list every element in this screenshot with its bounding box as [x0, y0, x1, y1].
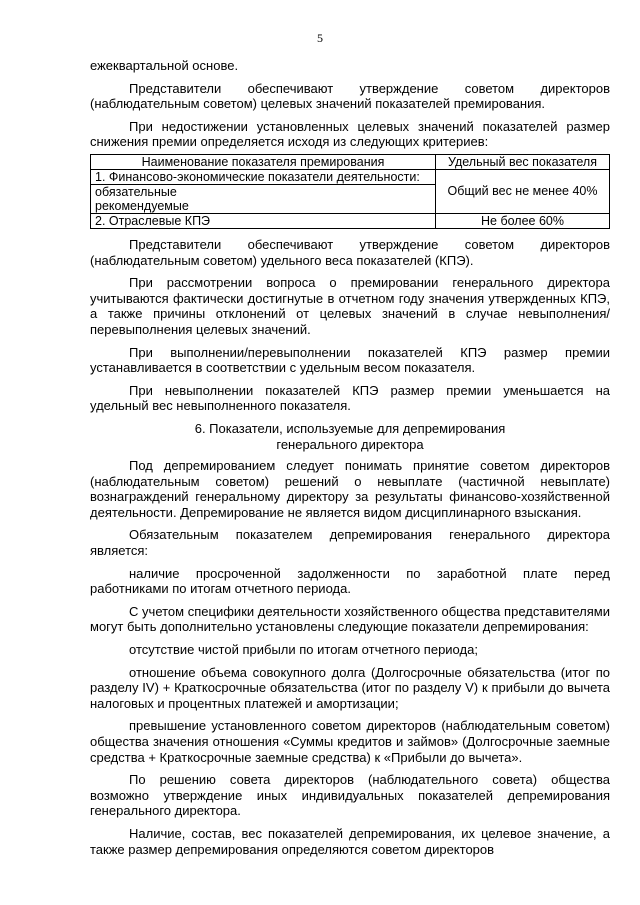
- table-cell: 1. Финансово-экономические показатели деятельности:: [91, 169, 436, 184]
- table-cell: Общий вес не менее 40%: [436, 169, 610, 213]
- section-heading-line: 6. Показатели, используемые для депремирования: [194, 420, 506, 436]
- table-row: [91, 169, 610, 184]
- paragraph: отсутствие чистой прибыли по итогам отчетного периода;: [129, 642, 478, 658]
- document-body: [90, 58, 610, 864]
- paragraph: превышение установленного советом директоров (наблюдательным советом) общества значения отношения «Суммы кредитов и займов» (Долгосрочные заемные средства + Краткосрочные заемные средства) к «Прибыли до вычета».: [90, 718, 610, 765]
- page-number: 5: [317, 31, 323, 45]
- table-header-cell: Удельный вес показателя: [436, 154, 610, 169]
- table-cell: 2. Отраслевые КПЭ: [91, 213, 436, 228]
- paragraph: При рассмотрении вопроса о премировании генерального директора учитываются фактически достигнутые в отчетном году значения утвержденных КПЭ, а также причины отклонений от целевых значений в случае невыполнения/перевыполнения целевых значений.: [90, 275, 610, 337]
- paragraph: ежеквартальной основе.: [90, 58, 239, 73]
- table-cell: обязательные: [91, 184, 436, 199]
- section-heading: [90, 421, 610, 452]
- table-cell: Не более 60%: [436, 213, 610, 228]
- table-header-cell: Наименование показателя премирования: [91, 154, 436, 169]
- paragraph: При выполнении/перевыполнении показателей КПЭ размер премии устанавливается в соответствии с удельным весом показателя.: [90, 344, 610, 376]
- paragraph: Представители обеспечивают утверждение советом директоров (наблюдательным советом) целевых значений показателей премирования.: [90, 80, 610, 112]
- table-row: [91, 213, 610, 228]
- paragraph: Наличие, состав, вес показателей депремирования, их целевое значение, а также размер депремирования определяются советом директоров: [90, 825, 610, 857]
- table-header-row: [91, 154, 610, 169]
- paragraph: отношение объема совокупного долга (Долгосрочные обязательства (итог по разделу IV) + Краткосрочные обязательства (итог по разделу V) к прибыли до вычета налоговых и процентных платежей и амортизации;: [90, 664, 610, 711]
- paragraph: наличие просроченной задолженности по заработной плате перед работниками по итогам отчетного периода.: [90, 565, 610, 597]
- paragraph: Представители обеспечивают утверждение советом директоров (наблюдательным советом) удельного веса показателей (КПЭ).: [90, 236, 610, 268]
- table-cell: рекомендуемые: [91, 199, 436, 214]
- paragraph: Обязательным показателем депремирования генерального директора является:: [90, 527, 610, 559]
- paragraph: По решению совета директоров (наблюдательного совета) общества возможно утверждение иных индивидуальных показателей депремирования генерального директора.: [90, 772, 610, 819]
- paragraph: При недостижении установленных целевых значений показателей размер снижения премии определяется исходя из следующих критериев:: [90, 118, 610, 150]
- paragraph: Под депремированием следует понимать принятие советом директоров (наблюдательным советом) решений о невыплате (частичной невыплате) вознаграждений генеральному директору за результаты финансово-хозяйственной деятельности. Депремирование не является видом дисциплинарного взыскания.: [90, 458, 610, 520]
- premium-criteria-table: [90, 154, 610, 229]
- paragraph: При невыполнении показателей КПЭ размер премии уменьшается на удельный вес невыполненного показателя.: [90, 382, 610, 414]
- section-heading-line: генерального директора: [276, 436, 424, 452]
- paragraph: С учетом специфики деятельности хозяйственного общества представителями могут быть дополнительно установлены следующие показатели депремирования:: [90, 603, 610, 635]
